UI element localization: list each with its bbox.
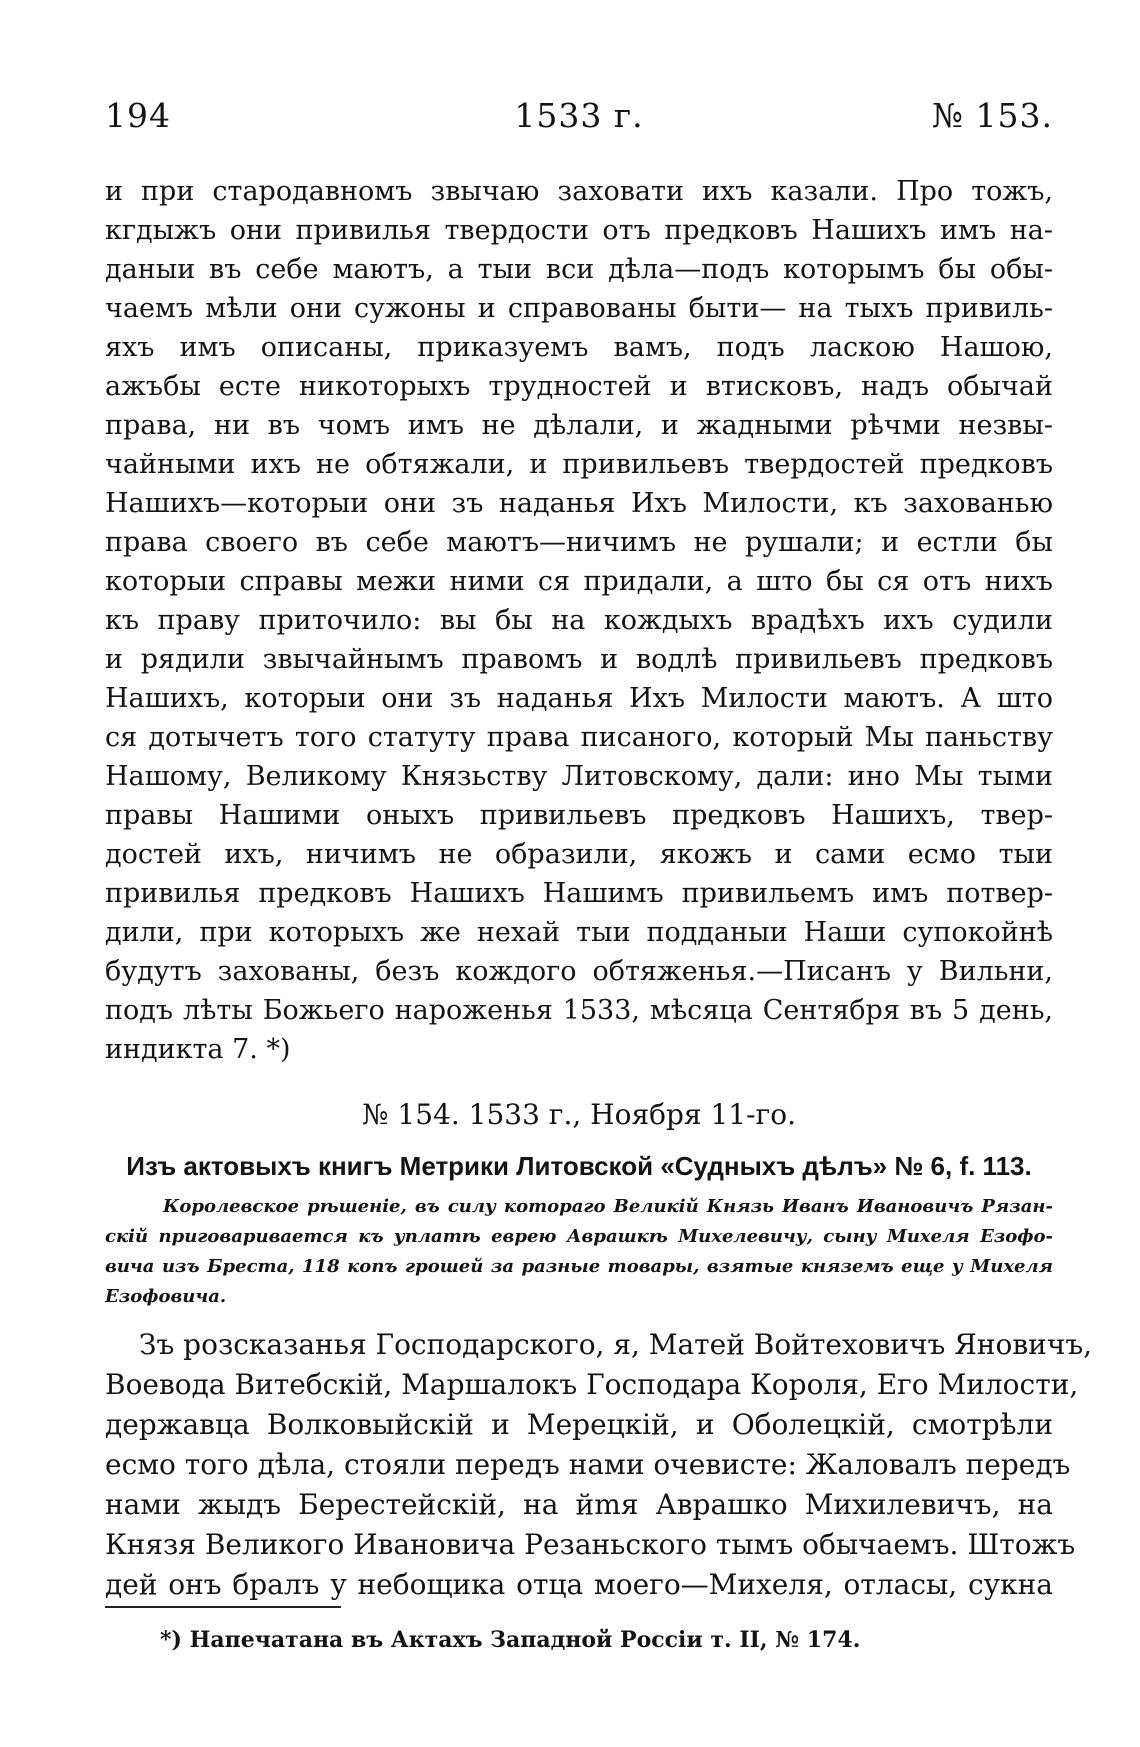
text-line: Князя Великого Ивановича Резаньского тымъ обычаемъ. Штожъ	[105, 1528, 1076, 1561]
text-line: ся дотычетъ того статуту права писаного, который Мы паньству	[105, 722, 1053, 753]
summary-line: вича изъ Бреста, 118 копъ грошей за разные товары, взятые княземъ еще у Михеля	[105, 1256, 1053, 1277]
header-year: 1533 г.	[514, 96, 644, 135]
header-document-number: № 153.	[931, 96, 1053, 135]
text-line: дили, при которыхъ же нехай тыи подданыи Наши супокойнѣ	[105, 917, 1053, 948]
footnote-divider	[105, 1606, 341, 1608]
text-line: Зъ розсказанья Господарского, я, Матей Войтеховичъ Яновичъ,	[139, 1328, 1093, 1361]
text-line: даныи въ себе маютъ, а тыи вси дѣла—подъ которымъ бы обы-	[105, 254, 1053, 285]
text-line: Нашихъ—которыи они зъ наданья Ихъ Милости, къ захованью	[105, 488, 1053, 519]
running-header	[105, 96, 1053, 140]
document-154-heading: № 154. 1533 г., Ноября 11-го.	[362, 1098, 796, 1131]
text-line: есмо того дѣла, стояли передъ нами очевисте: Жаловалъ передъ	[105, 1448, 1071, 1481]
text-line: Воевода Витебскій, Маршалокъ Господара Короля, Его Милости,	[105, 1368, 1079, 1401]
document-153-text	[105, 172, 1053, 1069]
document-154-summary	[105, 1192, 1053, 1312]
text-line: индикта 7. *)	[105, 1034, 291, 1065]
text-line: чаемъ мѣли они сужоны и справованы быти— на тыхъ привиль-	[105, 293, 1053, 324]
text-line: ажъбы есте никоторыхъ трудностей и втисковъ, надъ обычай	[105, 371, 1053, 402]
summary-line: Езофовича.	[105, 1286, 227, 1307]
text-line: къ праву приточило: вы бы на кождыхъ врадѣхъ ихъ судили	[105, 605, 1053, 636]
text-line: права своего въ себе маютъ—ничимъ не рушали; и естли бы	[105, 527, 1053, 558]
text-line: державца Волковыйскій и Мерецкій, и Оболецкій, смотрѣли	[105, 1408, 1053, 1441]
text-line: права, ни въ чомъ имъ не дѣлали, и жадными рѣчми незвы-	[105, 410, 1053, 441]
text-line: Нашому, Великому Князьству Литовскому, дали: ино Мы тыми	[105, 761, 1053, 792]
document-154-source: Изъ актовыхъ книгъ Метрики Литовской «Судныхъ дѣлъ» № 6, f. 113.	[126, 1151, 1032, 1181]
summary-line: Королевское рѣшеніе, въ силу котораго Великій Князь Иванъ Ивановичъ Рязан-	[163, 1196, 1053, 1217]
text-line: кгдыжъ они привилья твердости отъ предковъ Нашихъ имъ на-	[105, 215, 1053, 246]
text-line: достей ихъ, ничимъ не образили, якожъ и сами есмо тыи	[105, 839, 1053, 870]
text-line: привилья предковъ Нашихъ Нашимъ привильемъ имъ потвер-	[105, 878, 1053, 909]
text-line: и при стародавномъ звычаю заховати ихъ казали. Про тожъ,	[105, 176, 1053, 207]
text-line: будутъ захованы, безъ кождого обтяженья.—Писанъ у Вильни,	[105, 956, 1053, 987]
text-line: нами жыдъ Берестейскій, на йmя Аврашко Михилевичъ, на	[105, 1488, 1053, 1521]
text-line: Нашихъ, которыи они зъ наданья Ихъ Милости маютъ. А што	[105, 683, 1053, 714]
text-line: которыи справы межи ними ся придали, а што бы ся отъ нихъ	[105, 566, 1053, 597]
text-line: яхъ имъ описаны, приказуемъ вамъ, подъ ласкою Нашою,	[105, 332, 1053, 363]
text-line: дей онъ бралъ у небощика отца моего—Михеля, отласы, сукна	[105, 1568, 1053, 1601]
text-line: подъ лѣты Божьего нароженья 1533, мѣсяца Сентября въ 5 день,	[105, 995, 1053, 1026]
document-154-text	[105, 1325, 1093, 1605]
text-line: чайными ихъ не обтяжали, и привильевъ твердостей предковъ	[105, 449, 1053, 480]
text-line: правы Нашими оныхъ привильевъ предковъ Нашихъ, твер-	[105, 800, 1053, 831]
summary-line: скій приговаривается къ уплатѣ еврею Аврашкѣ Михелевичу, сыну Михеля Езофо-	[105, 1226, 1053, 1247]
text-line: и рядили звычайнымъ правомъ и водлѣ привильевъ предковъ	[105, 644, 1053, 675]
page-number: 194	[105, 96, 171, 135]
footnote: *) Напечатана въ Актахъ Западной Россіи т. II, № 174.	[160, 1627, 861, 1653]
